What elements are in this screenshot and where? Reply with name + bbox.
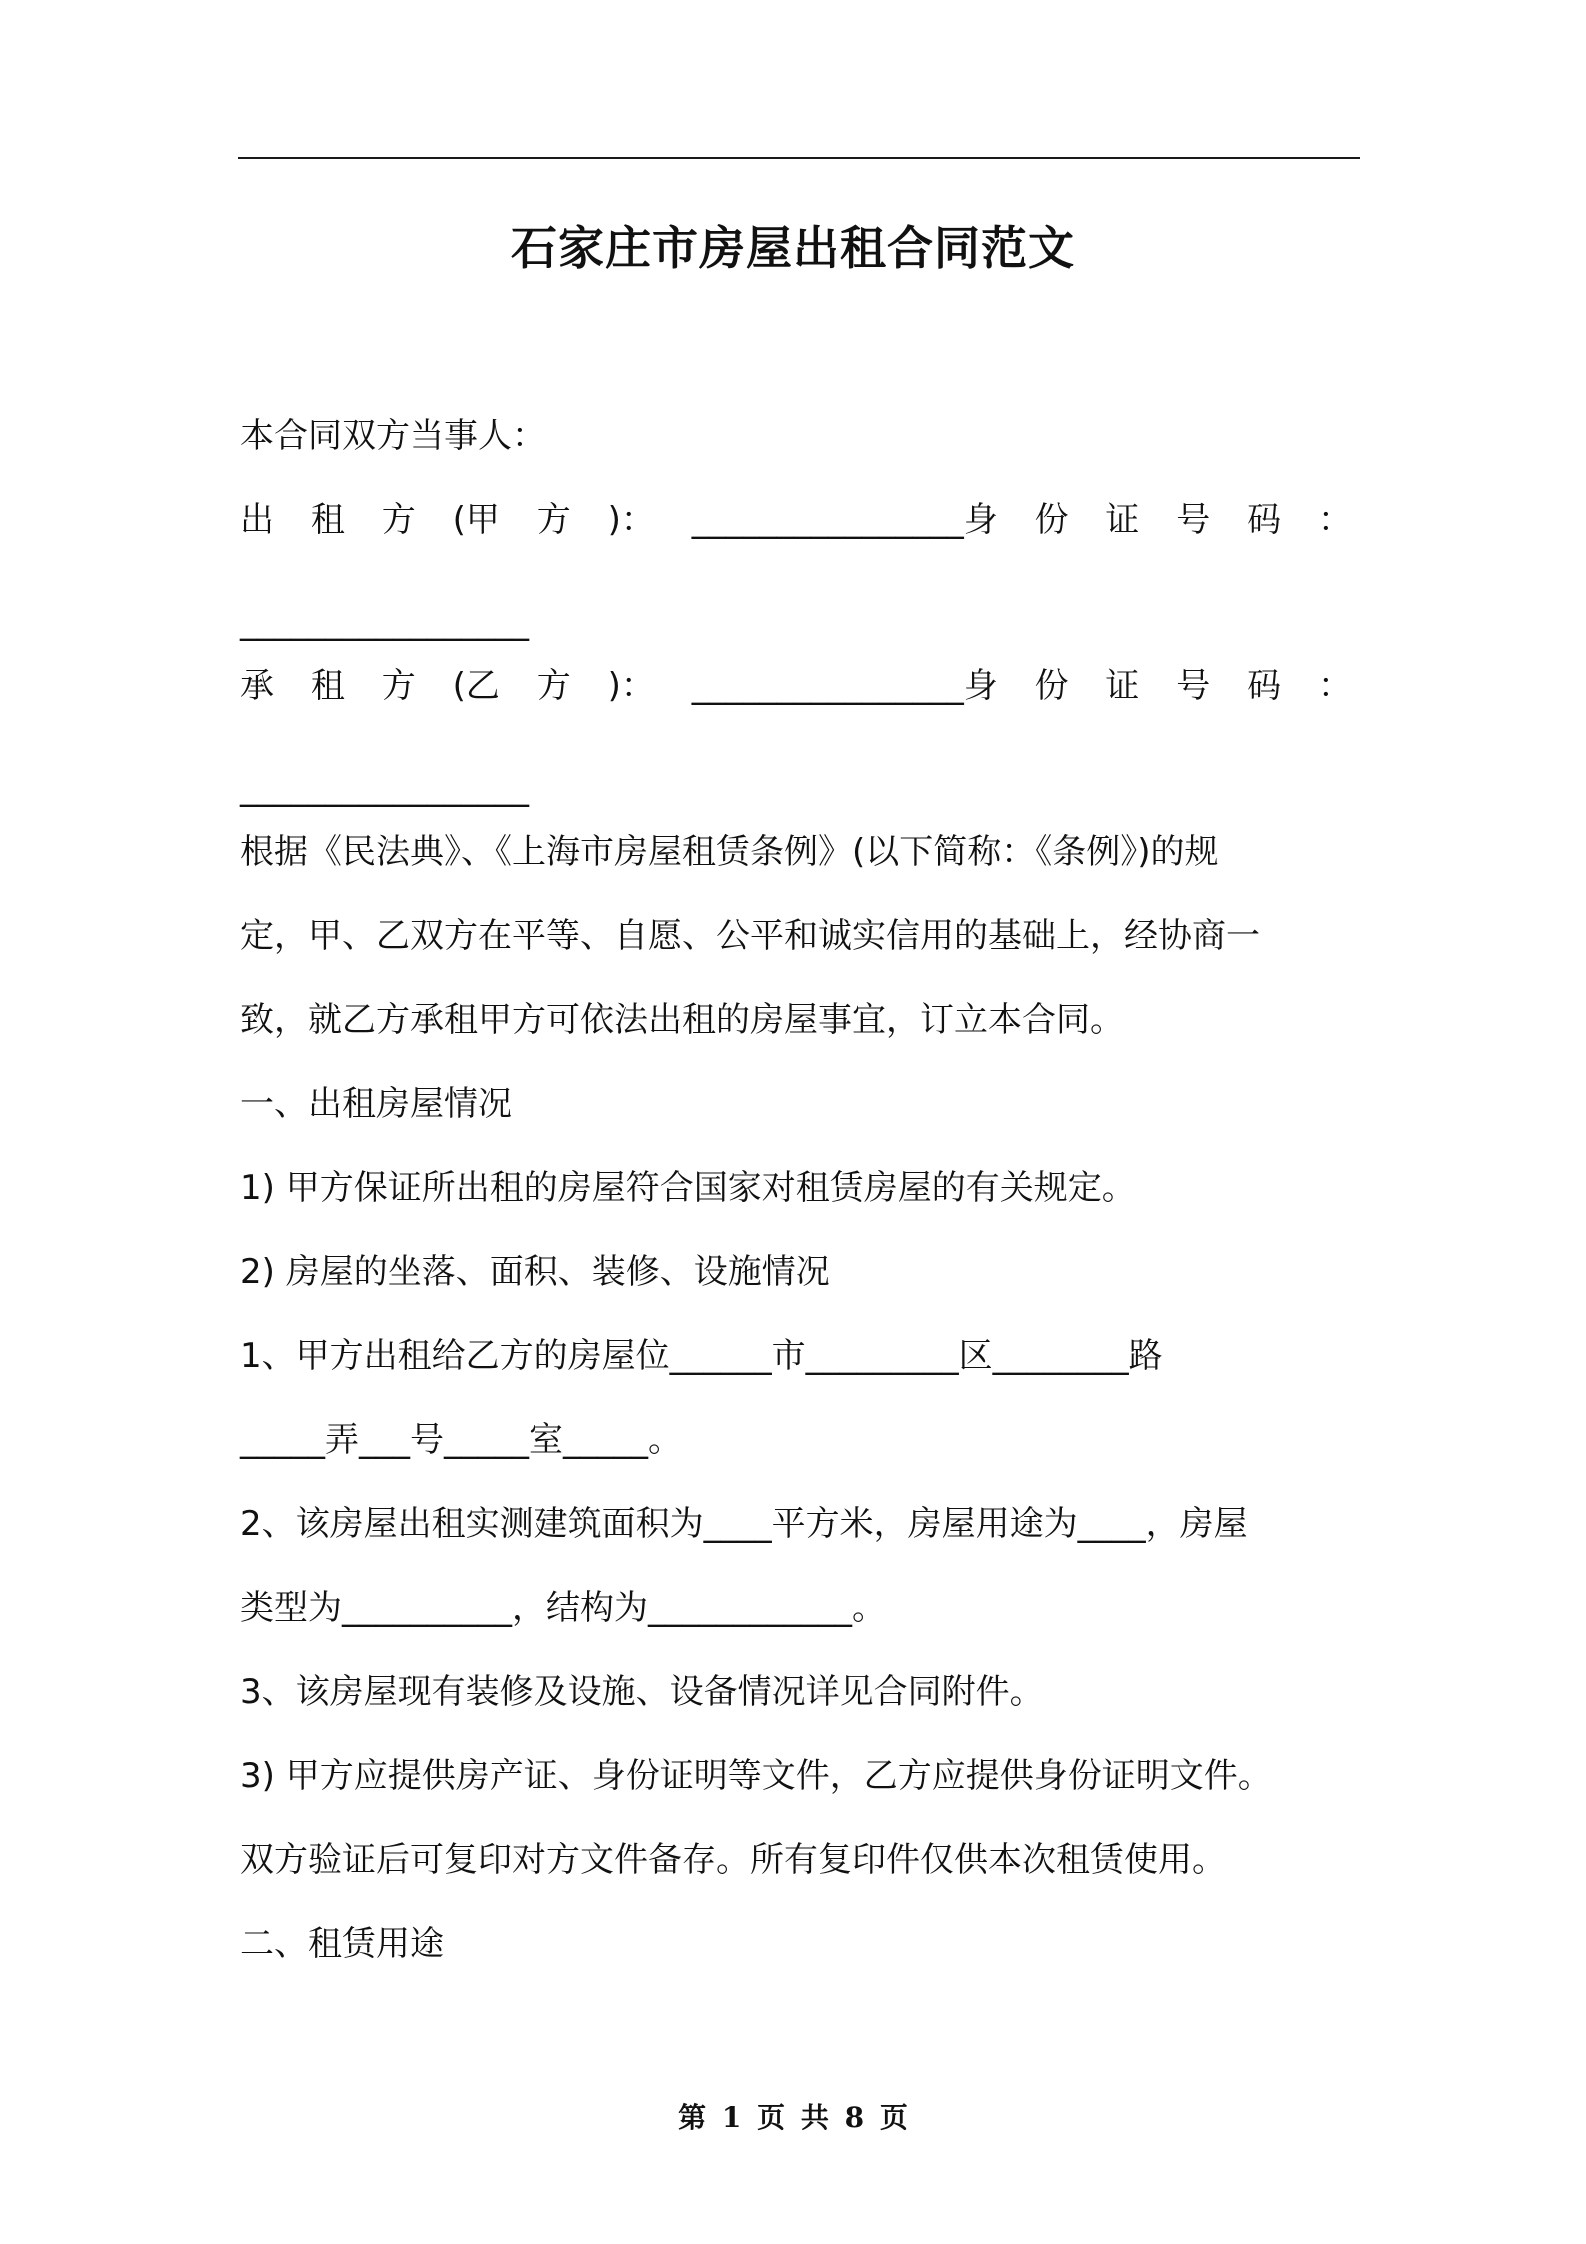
lessee-char: 证 <box>1105 666 1140 706</box>
lessor-char: 份 <box>1034 500 1069 540</box>
lessor-id-blank: _________________ <box>240 602 529 642</box>
lessor-line <box>240 498 1352 542</box>
section-heading-2: 二、租赁用途 <box>240 1924 444 1964</box>
lessee-name-blank: ________________身 <box>691 666 998 706</box>
lessor-char: 方 <box>381 500 416 540</box>
preamble-line: 定，甲、乙双方在平等、自愿、公平和诚实信用的基础上，经协商一 <box>240 916 1260 956</box>
page-number: 第 1 页 共 8 页 <box>678 2101 908 2134</box>
section-heading-1: 一、出租房屋情况 <box>240 1084 512 1124</box>
preamble-line: 致，就乙方承租甲方可依法出租的房屋事宜，订立本合同。 <box>240 1000 1124 1040</box>
header-rule <box>238 157 1360 159</box>
clause-line: 1、甲方出租给乙方的房屋位______市_________区________路 <box>240 1336 1163 1376</box>
lessor-char: (甲 <box>452 500 500 540</box>
lessee-char: 方 <box>381 666 416 706</box>
list-item-continuation: 双方验证后可复印对方文件备存。所有复印件仅供本次租赁使用。 <box>240 1840 1226 1880</box>
clause-line: _____弄___号_____室_____。 <box>240 1420 682 1460</box>
list-item: 1) 甲方保证所出租的房屋符合国家对租赁房屋的有关规定。 <box>240 1168 1136 1208</box>
preamble-line: 根据《民法典》、《上海市房屋租赁条例》(以下简称：《条例》)的规 <box>240 832 1219 872</box>
lessor-char: 出 <box>240 500 274 540</box>
lessee-char: 码 <box>1247 666 1282 706</box>
clause-line: 3、该房屋现有装修及设施、设备情况详见合同附件。 <box>240 1672 1044 1712</box>
lessor-char: ： <box>1317 500 1352 540</box>
lessee-char: ： <box>1317 666 1352 706</box>
lessor-name-blank: ________________身 <box>691 500 998 540</box>
clause-line: 类型为__________，结构为____________。 <box>240 1588 886 1628</box>
lessor-char: )： <box>607 500 655 540</box>
lessee-char: 份 <box>1034 666 1069 706</box>
lessor-char: 租 <box>310 500 345 540</box>
lessee-line <box>240 664 1352 708</box>
document-title: 石家庄市房屋出租合同范文 <box>511 221 1075 275</box>
lessee-char: 号 <box>1176 666 1211 706</box>
list-item: 2) 房屋的坐落、面积、装修、设施情况 <box>240 1252 830 1292</box>
lessee-char: )： <box>607 666 655 706</box>
lessee-char: (乙 <box>452 666 500 706</box>
lessee-char: 方 <box>536 666 571 706</box>
lessor-char: 码 <box>1247 500 1282 540</box>
lessor-char: 号 <box>1176 500 1211 540</box>
lessor-char: 证 <box>1105 500 1140 540</box>
lessor-char: 方 <box>536 500 571 540</box>
parties-intro: 本合同双方当事人： <box>240 416 546 456</box>
lessee-id-blank: _________________ <box>240 768 529 808</box>
list-item: 3) 甲方应提供房产证、身份证明等文件，乙方应提供身份证明文件。 <box>240 1756 1272 1796</box>
clause-line: 2、该房屋出租实测建筑面积为____平方米，房屋用途为____，房屋 <box>240 1504 1248 1544</box>
lessee-char: 租 <box>310 666 345 706</box>
lessee-char: 承 <box>240 666 274 706</box>
